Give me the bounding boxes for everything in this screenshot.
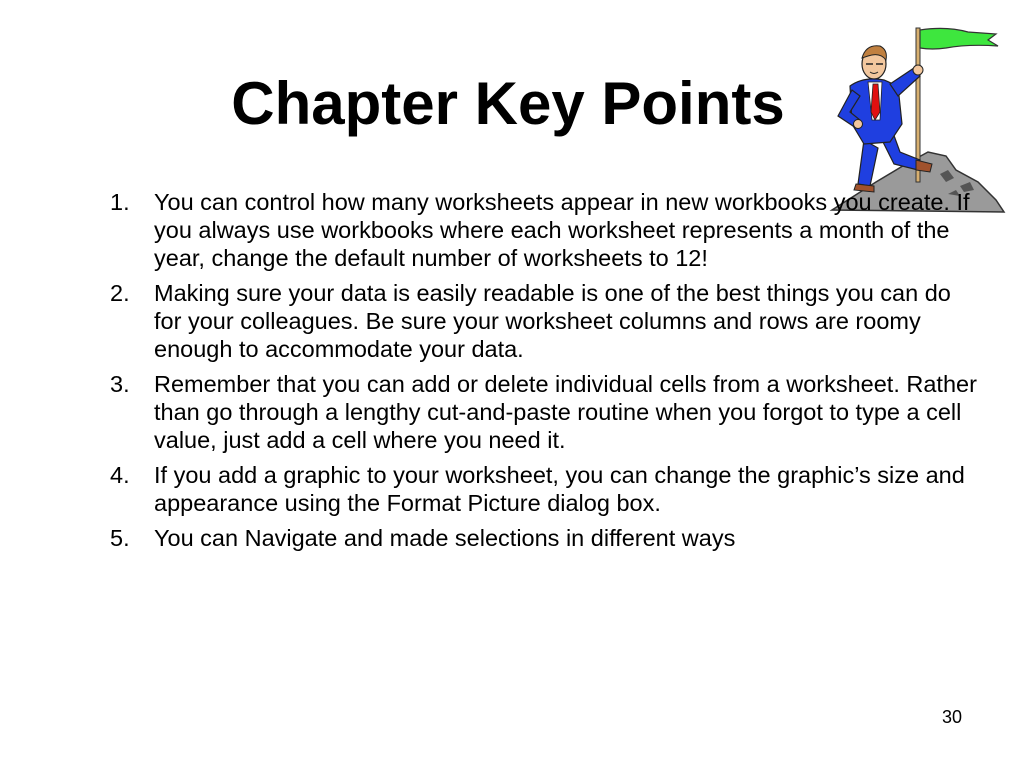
key-points-list xyxy=(110,188,980,559)
item-number: 5. xyxy=(110,525,130,551)
item-text: Making sure your data is easily readable is one of the best things you can do for your colleagues. Be sure your worksheet columns and rows are roomy enough to accommodate your data. xyxy=(154,280,951,362)
item-number: 1. xyxy=(110,189,130,215)
list-item xyxy=(110,188,980,272)
list-item xyxy=(110,461,980,517)
page-number: 30 xyxy=(941,707,962,727)
item-text: Remember that you can add or delete individual cells from a worksheet. Rather than go through a lengthy cut-and-paste routine when you forgot to type a cell value, just add a cell where you need it. xyxy=(154,371,977,453)
item-text: You can control how many worksheets appear in new workbooks you create. If you always use workbooks where each worksheet represents a month of the year, change the default number of worksheets to 12! xyxy=(154,189,970,271)
item-text: If you add a graphic to your worksheet, you can change the graphic’s size and appearance using the Format Picture dialog box. xyxy=(154,462,965,516)
slide-title: Chapter Key Points xyxy=(231,70,785,137)
list-item xyxy=(110,524,980,552)
item-number: 3. xyxy=(110,371,130,397)
item-text: You can Navigate and made selections in different ways xyxy=(154,525,736,551)
list-item xyxy=(110,370,980,454)
item-number: 2. xyxy=(110,280,130,306)
item-number: 4. xyxy=(110,462,130,488)
list-item xyxy=(110,279,980,363)
